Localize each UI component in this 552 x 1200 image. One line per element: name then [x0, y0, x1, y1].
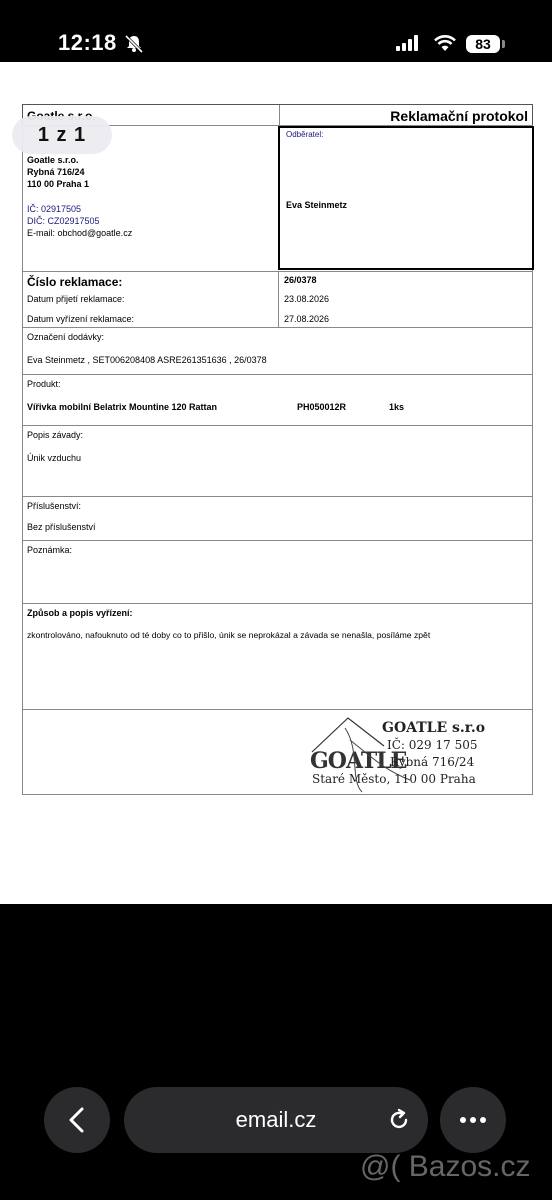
supplier-name: Goatle s.r.o. — [27, 155, 79, 165]
note-row — [22, 540, 533, 604]
product-name: Vířivka mobilní Belatrix Mountine 120 Rattan — [27, 402, 218, 412]
supplier-block — [27, 154, 132, 239]
url-text: email.cz — [235, 1107, 317, 1132]
reload-icon[interactable] — [386, 1107, 412, 1133]
claim-number-label: Číslo reklamace: — [27, 275, 123, 289]
product-label: Produkt: — [27, 379, 61, 389]
supplier-city: 110 00 Praha 1 — [27, 179, 90, 189]
stamp-street: Rybná 716/24 — [390, 755, 475, 769]
more-button[interactable] — [440, 1087, 506, 1153]
status-bar — [0, 0, 552, 62]
accessories-value: Bez příslušenství — [27, 522, 96, 532]
document-title: Reklamační protokol — [390, 108, 528, 124]
back-button[interactable] — [44, 1087, 110, 1153]
address-bar[interactable] — [124, 1087, 428, 1153]
claim-row — [22, 271, 533, 328]
product-row — [22, 374, 533, 426]
customer-box — [278, 126, 534, 270]
wifi-icon — [433, 34, 457, 52]
resolution-value: zkontrolováno, nafouknuto od té doby co to přišlo, únik se neprokázal a závada se nenašla, posíláme zpět — [27, 630, 431, 640]
customer-name: Eva Steinmetz — [286, 200, 348, 210]
clock: 12:18 — [58, 30, 117, 55]
document-viewer[interactable] — [0, 62, 552, 904]
resolution-row — [22, 603, 533, 710]
resolved-label: Datum vyřízení reklamace: — [27, 314, 135, 324]
delivery-value: Eva Steinmetz , SET006208408 ASRE261351636 , 26/0378 — [27, 355, 267, 365]
cellular-signal-icon — [396, 35, 420, 51]
delivery-row — [22, 327, 533, 375]
received-label: Datum přijetí reklamace: — [27, 294, 125, 304]
battery-indicator: 83 — [466, 35, 500, 53]
supplier-ic: IČ: 02917505 — [27, 204, 82, 214]
resolved-value: 27.08.2026 — [284, 314, 330, 324]
company-stamp — [290, 710, 490, 800]
accessories-row — [22, 496, 533, 541]
accessories-label: Příslušenství: — [27, 501, 82, 511]
defect-value: Únik vzduchu — [27, 453, 82, 463]
note-label: Poznámka: — [27, 545, 73, 555]
stamp-ic: IČ: 029 17 505 — [387, 738, 478, 752]
product-qty: 1ks — [389, 402, 405, 412]
delivery-label: Označení dodávky: — [27, 332, 105, 342]
supplier-dic: DIČ: CZ02917505 — [27, 216, 100, 226]
more-dots-icon — [440, 1087, 506, 1153]
product-code: PH050012R — [297, 402, 347, 412]
supplier-email: E-mail: obchod@goatle.cz — [27, 228, 133, 238]
silent-bell-icon — [124, 34, 144, 54]
stamp-company: GOATLE s.r.o — [382, 720, 486, 736]
supplier-street: Rybná 716/24 — [27, 167, 85, 177]
received-value: 23.08.2026 — [284, 294, 330, 304]
watermark: @( Bazos.cz — [360, 1150, 531, 1183]
svg-text:GOATLE: GOATLE — [310, 748, 407, 774]
claim-number-value: 26/0378 — [284, 275, 317, 285]
chevron-left-icon — [44, 1087, 110, 1153]
stamp-city: Staré Město, 110 00 Praha — [312, 772, 476, 786]
defect-label: Popis závady: — [27, 430, 84, 440]
customer-label: Odběratel: — [286, 130, 324, 139]
defect-row — [22, 425, 533, 497]
resolution-label: Způsob a popis vyřízení: — [27, 608, 133, 618]
page-counter: 1 z 1 — [12, 116, 112, 154]
battery-tip — [502, 40, 505, 48]
